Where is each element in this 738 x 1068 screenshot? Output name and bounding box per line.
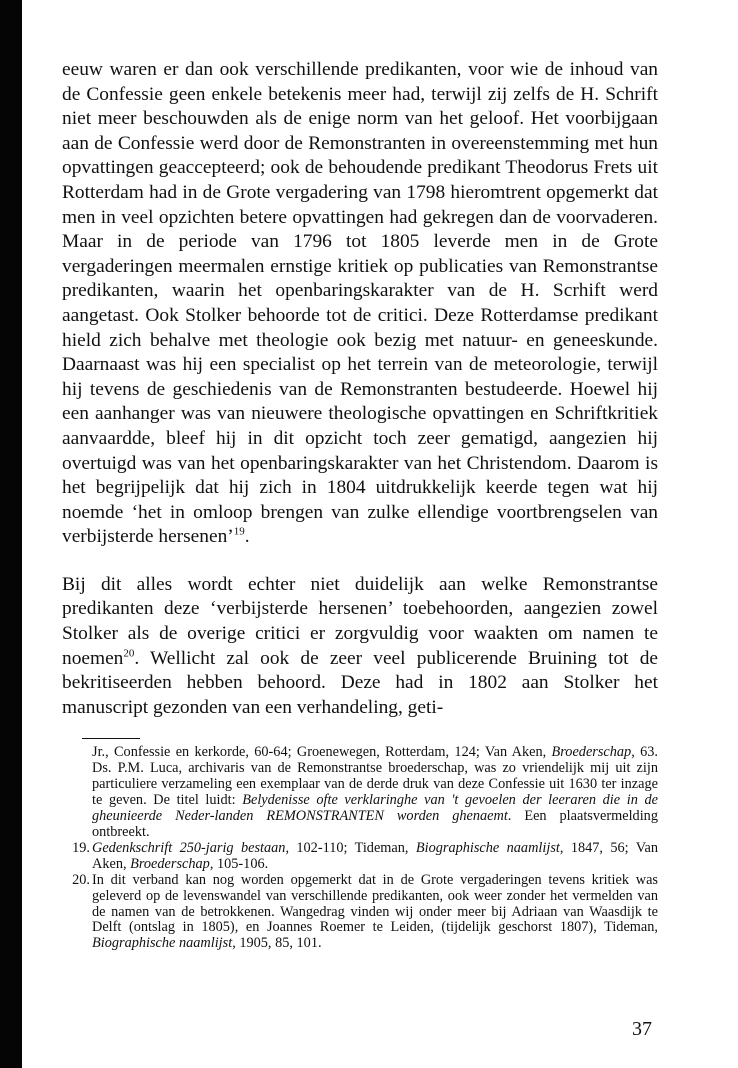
italic-title: Gedenkschrift 250-jarig bestaan [92,839,286,856]
text-run: eeuw waren er dan ook verschillende predikanten, voor wie de inhoud van de Confessie geen enkele betekenis meer had, terwijl zij zelfs de H. Schrift niet meer beschouwden als de enige norm van het geloof. Het voorbijgaan aan de Confessie werd door de Remonstranten in overeenstemming met hun opvattingen geaccepteerd; ook de behoudende predikant Theodorus Frets uit Rotterdam had in de Grote vergadering van 1798 hieromtrent opgemerkt dat men in veel opzichten betere opvattingen had gekregen dan de voorvaderen. Maar in de periode van 1796 tot 1805 leverde men in de Grote vergaderingen meermalen ernstige kritiek op publicaties van Remonstrantse predikanten, waarin het openbaringskarakter van de H. Scrhift werd aangetast. Ook Stolker behoorde tot de critici. Deze Rotterdamse predikant hield zich behalve met theologie ook bezig met natuur- en geneeskunde. Daarnaast was hij een specialist op het terrein van de meteorologie, terwijl hij tevens de geschiedenis van de Remonstranten bestudeerde. Hoewel hij een aanhanger was van nieuwere theologische opvattingen en Schriftkritiek aanvaardde, bleef hij in dit opzicht toch zeer gematigd, aangezien hij overtuigd was van het openbaringskarakter van het Christendom. Daarom is het begrijpelijk dat hij zich in 1804 uitdrukkelijk keerde tegen wat hij noemde ‘het in omloop brengen van zulke ellendige voortbrengselen van verbijsterde hersenen’ [62,59,658,548]
footnote-number: 20. [72,871,90,888]
text-run: Bij dit alles wordt echter niet duidelijk aan welke Remonstrantse predikanten deze ‘verbijsterde hersenen’ toebehoorden, aangezien zowel Stolker als de overige critici er zorgvuldig voor waakten om namen te noemen [62,573,658,669]
text-run: Jr., Confessie en kerkorde, 60-64; Groenewegen, Rotterdam, 124; Van Aken, [92,744,552,761]
text-run: , 63. Ds. P.M. Luca, archivaris van de Remonstrantse broederschap, was zo vriendelijk mij uit zijn particuliere verzameling een exemplaar van de derde druk van deze Confessie uit 1630 ter inzage te geven. De titel luidt: [92,744,658,809]
text-run: . Wellicht zal ook de zeer veel publicerende Bruining tot de bekritiseerden hebben behoord. Deze had in 1802 aan Stolker het manuscript gezonden van een verhandeling, geti- [62,647,658,718]
footnote [72,871,658,953]
text-run: In dit verband kan nog worden opgemerkt dat in de Grote vergaderingen tevens kritiek was geleverd op de levenswandel van verschillende predikanten, ook weer zonder het vermelden van de namen van de betrokkenen. Wangedrag vinden wij onder meer bij Adriaan van Waasdijk te Delft (ontslag in 1805), en Joannes Roemer te Leiden, (tijdelijk geschorst 1807), Tideman, [92,871,658,936]
italic-title: Biographische naamlijst [415,839,560,856]
text-run: . [244,526,250,548]
footnotes [62,745,658,952]
page-content [62,58,658,952]
footnote [92,745,658,840]
body-text [62,58,658,720]
italic-title: Broederschap [130,855,210,872]
text-run: , 1905, 85, 101. [232,935,322,952]
footnote-reference: 20 [123,647,135,660]
footnote-reference: 19 [233,525,245,538]
italic-title: Biographische naamlijst [92,935,233,952]
binding-edge [0,0,22,1068]
footnote-separator [82,738,140,739]
body-paragraph [62,573,658,721]
italic-title: Broederschap [551,744,632,761]
italic-title: Belydenisse ofte verklaringhe van 't gevoelen der leeraren die in de gheunieerde Neder-landen REMONSTRANTEN worden ghenaemt [92,792,658,825]
footnote [72,839,658,873]
text-run: , 102-110; Tideman, [285,839,416,856]
text-run: , 1847, 56; Van Aken, [92,839,658,872]
body-paragraph [62,58,658,550]
page-number: 37 [632,1018,652,1040]
text-run: . Een plaatsvermelding ontbreekt. [92,808,658,840]
footnote-number: 19. [72,839,90,856]
text-run: , 105-106. [209,855,269,872]
